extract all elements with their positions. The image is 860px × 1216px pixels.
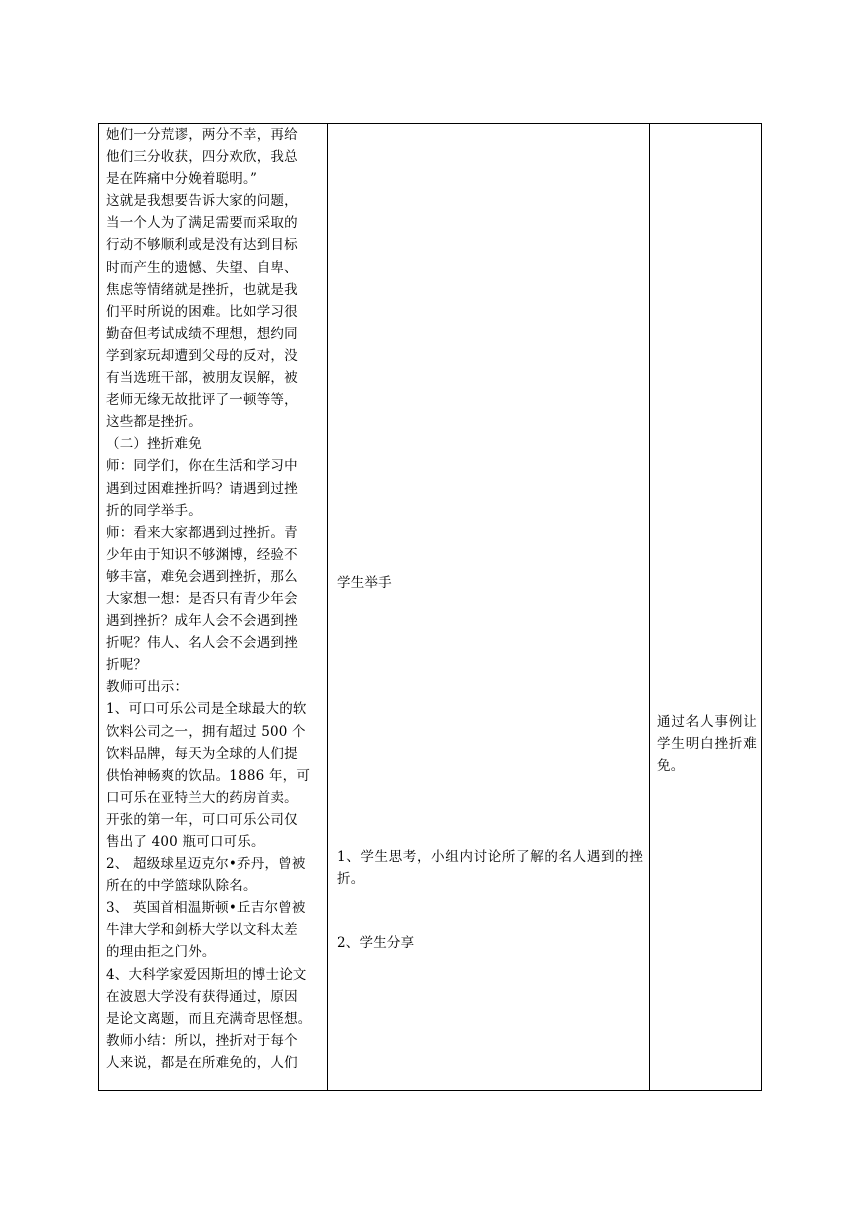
student-raise-hand-text: 学生举手 [337, 575, 392, 591]
teacher-text-line: 大家想一想：是否只有青少年会 [106, 590, 298, 607]
teacher-text-line: 教师可出示： [106, 679, 189, 696]
teacher-text-line: 在波恩大学没有获得通过，原因 [106, 988, 298, 1005]
teacher-text-line: 供怡神畅爽的饮品。1886 年，可 [106, 767, 311, 784]
teacher-text-line: 这就是我想要告诉大家的问题， [106, 193, 298, 210]
teacher-text-line: 当一个人为了满足需要而采取的 [106, 215, 298, 232]
teacher-text-line: 她们一分荒谬，两分不幸，再给 [106, 127, 298, 143]
teacher-text-line: 焦虑等情绪就是挫折，也就是我 [106, 281, 298, 298]
teacher-text-line: 折呢？伟人、名人会不会遇到挫 [106, 635, 298, 652]
teacher-text-line: 口可乐在亚特兰大的药房首卖。 [106, 789, 298, 806]
student-discuss-text: 1、学生思考，小组内讨论所了解的名人遇到的挫折。 [337, 849, 643, 888]
teacher-text-line: （二）挫折难免 [106, 436, 202, 453]
teacher-text-line: 饮料公司之一，拥有超过 500 个 [106, 723, 306, 740]
design-intent-cell [649, 124, 761, 1090]
teacher-text-line: 是论文离题，而且充满奇思怪想。 [106, 1010, 312, 1027]
design-intent-text: 通过名人事例让学生明白挫折难免。 [657, 714, 757, 775]
teacher-text-line: 勤奋但考试成绩不理想，想约同 [106, 325, 298, 342]
teacher-text-line: 遇到挫折？成年人会不会遇到挫 [106, 613, 298, 630]
teacher-text-line: 这些都是挫折。 [106, 414, 202, 431]
teacher-text-line: 够丰富，难免会遇到挫折，那么 [106, 568, 298, 585]
teacher-text-line: 售出了 400 瓶可口可乐。 [106, 834, 265, 850]
teacher-text-line: 他们三分收获，四分欢欣，我总 [106, 149, 298, 166]
teacher-text-line: 所在的中学篮球队除名。 [106, 878, 257, 895]
teacher-text-line: 有当选班干部，被朋友误解，被 [106, 370, 298, 387]
teacher-text-line: 折的同学举手。 [106, 502, 202, 519]
teacher-text-line: 1、可口可乐公司是全球最大的软 [106, 701, 307, 718]
teacher-text-line: 少年由于知识不够渊博，经验不 [106, 546, 298, 563]
student-share-text: 2、学生分享 [337, 935, 415, 951]
lesson-plan-table [98, 123, 762, 1091]
teacher-text-line: 人来说，都是在所难免的，人们 [106, 1054, 298, 1071]
teacher-text-line: 牛津大学和剑桥大学以文科太差 [106, 922, 298, 939]
teacher-text-line: 的理由拒之门外。 [106, 944, 216, 961]
teacher-text-line: 师：同学们，你在生活和学习中 [106, 458, 298, 475]
teacher-text-line: 师：看来大家都遇到过挫折。青 [106, 524, 298, 541]
teacher-text-line: 们平时所说的困难。比如学习很 [106, 303, 298, 320]
teacher-text-line: 时而产生的遗憾、失望、自卑、 [106, 259, 298, 276]
teacher-text-line: 3、 英国首相温斯顿•丘吉尔曾被 [106, 900, 306, 917]
teacher-text-line: 行动不够顺利或是没有达到目标 [106, 237, 298, 254]
teacher-text-line: 遇到过困难挫折吗？请遇到过挫 [106, 480, 298, 497]
student-activity-cell [327, 124, 649, 1090]
teacher-text-line: 是在阵痛中分娩着聪明。” [106, 171, 258, 188]
teacher-text-line: 4、大科学家爱因斯坦的博士论文 [106, 966, 307, 983]
teacher-text-line: 折呢？ [106, 657, 148, 674]
teacher-activity-cell [99, 124, 327, 1074]
teacher-text-line: 老师无缘无故批评了一顿等等， [106, 392, 298, 409]
teacher-text-line: 教师小结：所以，挫折对于每个 [106, 1032, 298, 1049]
teacher-text-line: 2、 超级球星迈克尔•乔丹，曾被 [106, 856, 306, 873]
teacher-text-line: 饮料品牌，每天为全球的人们提 [106, 745, 298, 762]
teacher-text-line: 开张的第一年，可口可乐公司仅 [106, 811, 298, 828]
teacher-text-line: 学到家玩却遭到父母的反对，没 [106, 347, 298, 364]
